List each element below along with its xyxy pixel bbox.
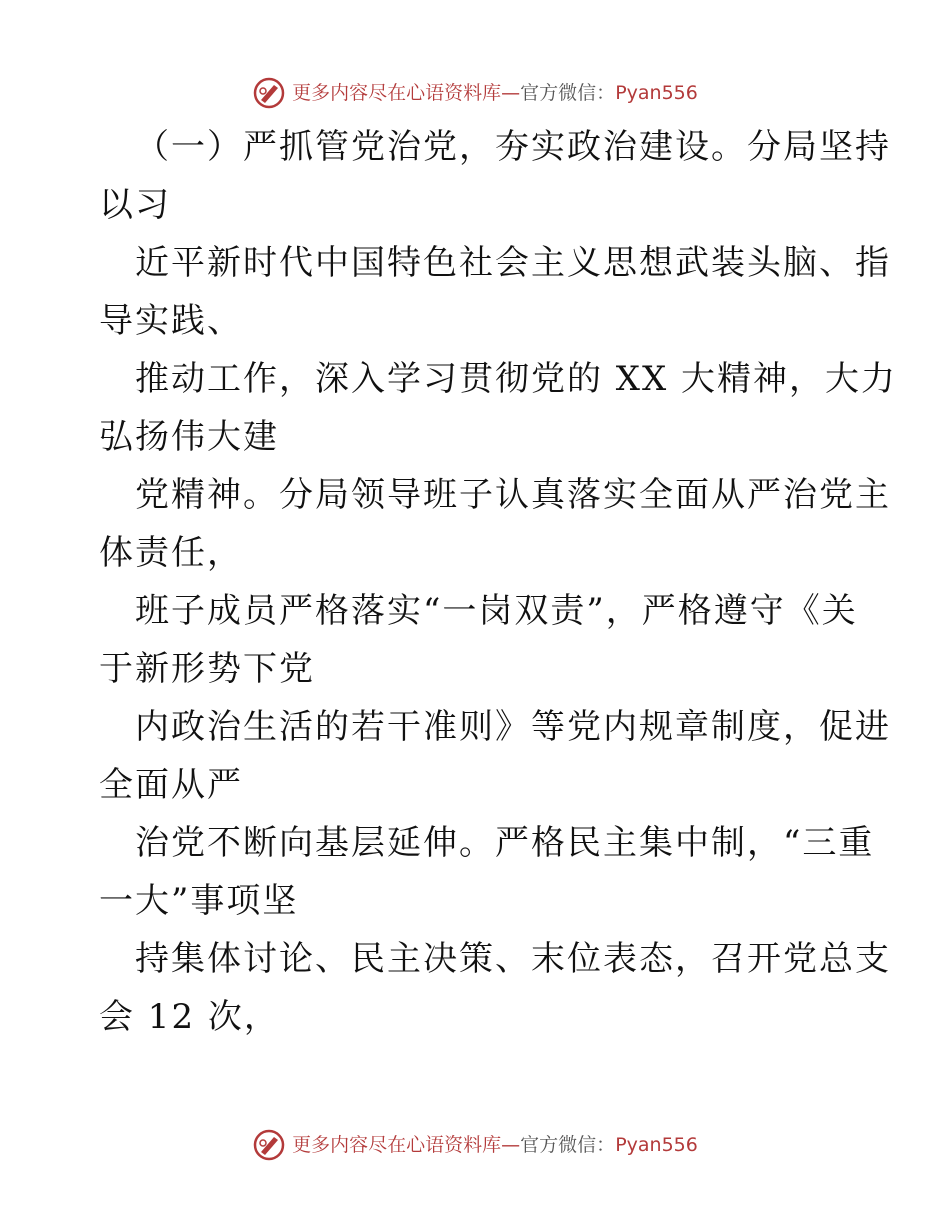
watermark-text xyxy=(292,1133,698,1157)
paragraph-first-line: 推动工作，深入学习贯彻党的 XX 大精神，大力 xyxy=(135,359,898,399)
pen-logo-icon xyxy=(252,76,286,110)
paragraph xyxy=(99,118,891,234)
paragraph xyxy=(99,466,891,582)
paragraph-continuation: 于新形势下党 xyxy=(99,649,315,689)
paragraph-continuation: 以习 xyxy=(99,185,171,225)
pen-logo-icon xyxy=(252,1128,286,1162)
paragraph xyxy=(99,350,898,466)
paragraph xyxy=(99,234,891,350)
paragraph-first-line: （一）严抓管党治党，夯实政治建设。分局坚持 xyxy=(135,127,891,167)
paragraph-continuation: 弘扬伟大建 xyxy=(99,417,279,457)
footer-watermark xyxy=(0,1128,950,1162)
paragraph-first-line: 近平新时代中国特色社会主义思想武装头脑、指 xyxy=(135,243,891,283)
paragraph-first-line: 内政治生活的若干准则》等党内规章制度，促进 xyxy=(135,707,891,747)
paragraph xyxy=(99,930,891,1046)
paragraph xyxy=(99,698,891,814)
watermark-site: 更多内容尽在心语资料库 xyxy=(292,1134,502,1156)
paragraph-first-line: 班子成员严格落实“一岗双责”，严格遵守《关 xyxy=(135,591,858,631)
paragraph-continuation: 一大”事项坚 xyxy=(99,881,299,921)
paragraph-continuation: 导实践、 xyxy=(99,301,243,341)
watermark-dash: — xyxy=(501,1134,521,1156)
paragraph-continuation: 会 12 次， xyxy=(99,997,280,1037)
paragraph-continuation: 体责任， xyxy=(99,533,243,573)
paragraph-first-line: 治党不断向基层延伸。严格民主集中制，“三重 xyxy=(135,823,875,863)
paragraph xyxy=(99,582,859,698)
watermark-official: 官方微信： xyxy=(520,1134,616,1156)
paragraph-continuation: 全面从严 xyxy=(99,765,243,805)
watermark-wechat-id: Pyan556 xyxy=(615,82,698,104)
watermark-site: 更多内容尽在心语资料库 xyxy=(292,82,502,104)
paragraph xyxy=(99,814,875,930)
watermark-text xyxy=(292,81,698,105)
watermark-dash: — xyxy=(501,82,521,104)
paragraph-first-line: 党精神。分局领导班子认真落实全面从严治党主 xyxy=(135,475,891,515)
document-body xyxy=(99,118,898,1046)
header-watermark xyxy=(0,76,950,110)
watermark-official: 官方微信： xyxy=(520,82,616,104)
paragraph-first-line: 持集体讨论、民主决策、末位表态，召开党总支 xyxy=(135,939,891,979)
watermark-wechat-id: Pyan556 xyxy=(615,1134,698,1156)
